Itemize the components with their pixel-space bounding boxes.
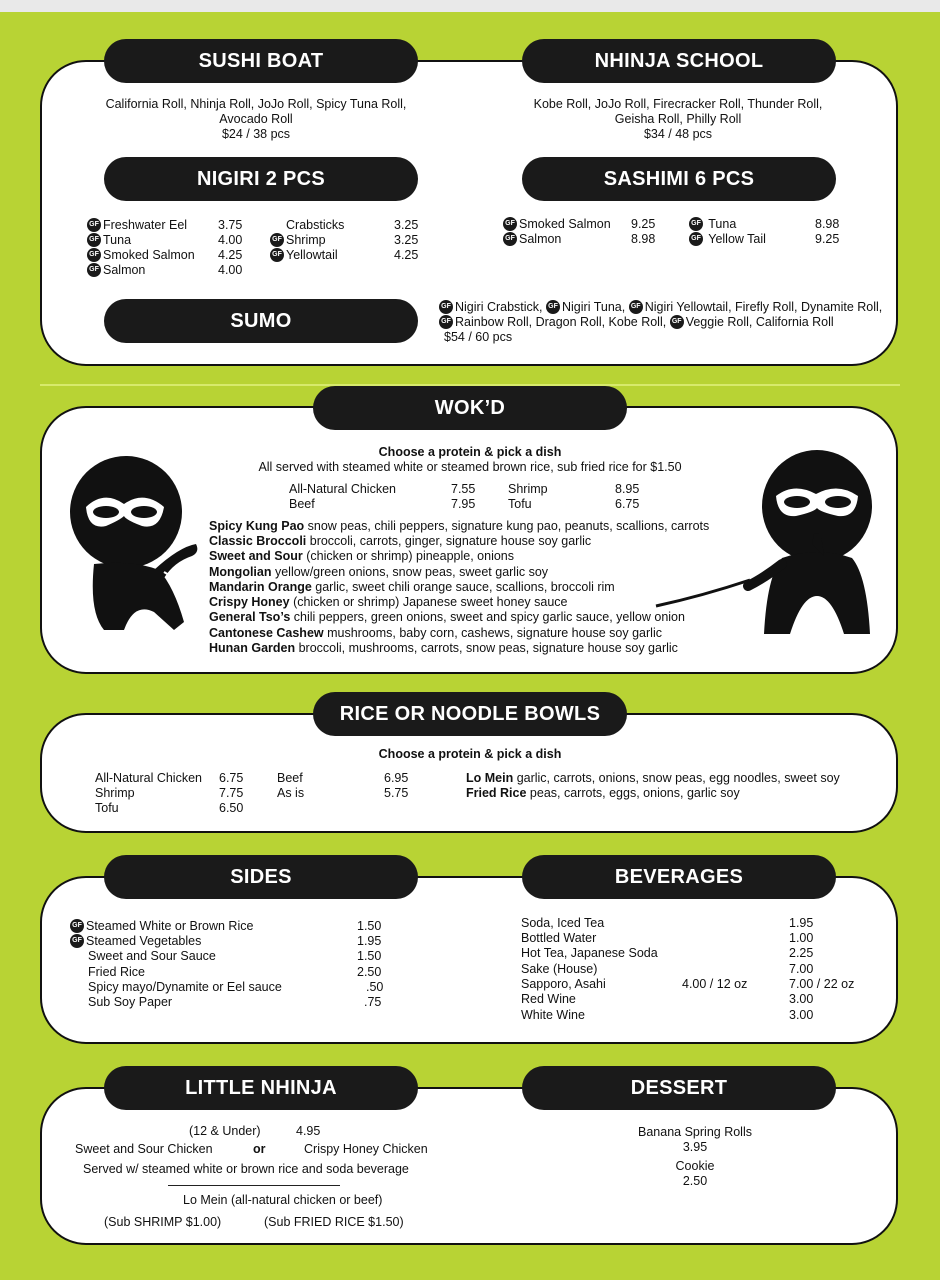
gf-badge-icon: GF — [629, 300, 643, 314]
bowls-protein: As is — [277, 786, 305, 800]
nigiri-price: 3.75 — [218, 218, 243, 232]
gf-badge-icon: GF — [87, 233, 101, 247]
bowls-protein: Shrimp — [95, 786, 135, 800]
sushi-boat-price: $24 / 38 pcs — [221, 127, 291, 141]
beverage-item: Bottled Water — [521, 931, 597, 945]
gf-badge-icon: GF — [503, 217, 517, 231]
gf-badge-icon: GF — [503, 232, 517, 246]
beverage-item: Soda, Iced Tea — [521, 916, 605, 930]
bowls-protein: Beef — [277, 771, 303, 785]
side-item: Sub Soy Paper — [88, 995, 173, 1009]
nigiri-item: GF Smoked Salmon — [87, 248, 195, 263]
wokd-dish: Crispy Honey (chicken or shrimp) Japanese sweet honey sauce — [209, 595, 568, 609]
wokd-heading: Choose a protein & pick a dish — [378, 445, 562, 459]
side-item: Fried Rice — [88, 965, 145, 979]
nigiri-title: NIGIRI 2 PCS — [104, 157, 418, 201]
beverage-price: 2.25 — [789, 946, 814, 960]
dessert-item: Cookie — [675, 1159, 715, 1173]
nigiri-item: GF Salmon — [87, 263, 145, 278]
nhinja-school-title: NHINJA SCHOOL — [522, 39, 836, 83]
gf-badge-icon: GF — [689, 232, 703, 246]
beverage-price: 3.00 — [789, 992, 814, 1006]
side-price: 1.50 — [357, 949, 382, 963]
bowls-protein-price: 6.50 — [219, 801, 244, 815]
beverage-item: White Wine — [521, 1008, 585, 1022]
beverage-item: Hot Tea, Japanese Soda — [521, 946, 658, 960]
kids-lomein: Lo Mein (all-natural chicken or beef) — [183, 1193, 383, 1207]
gf-badge-icon: GF — [87, 248, 101, 262]
sashimi-item: GF Tuna — [689, 217, 736, 232]
gf-badge-icon: GF — [439, 300, 453, 314]
wokd-dish: General Tso’s chili peppers, green onions, sweet and spicy garlic sauce, yellow onion — [209, 610, 685, 624]
wokd-dish: Hunan Garden broccoli, mushrooms, carrots, snow peas, signature house soy garlic — [209, 641, 678, 655]
sashimi-title: SASHIMI 6 PCS — [522, 157, 836, 201]
sashimi-price: 9.25 — [631, 217, 656, 231]
beverage-item: Sake (House) — [521, 962, 598, 976]
kids-sub: (Sub FRIED RICE $1.50) — [264, 1215, 404, 1229]
beverage-price: 3.00 — [789, 1008, 814, 1022]
kids-divider — [168, 1185, 340, 1186]
bowls-protein-price: 7.75 — [219, 786, 244, 800]
sashimi-item: GF Yellow Tail — [689, 232, 766, 247]
bowls-protein: All-Natural Chicken — [95, 771, 202, 785]
kids-option: Sweet and Sour Chicken — [75, 1142, 213, 1156]
sushi-boat-line1: California Roll, Nhinja Roll, JoJo Roll, Spicy Tuna Roll, — [105, 97, 407, 111]
beverage-price: 1.00 — [789, 931, 814, 945]
wokd-title: WOK’D — [313, 386, 627, 430]
gf-badge-icon: GF — [87, 218, 101, 232]
kids-served: Served w/ steamed white or brown rice and soda beverage — [83, 1162, 409, 1176]
wokd-protein-price: 7.55 — [451, 482, 476, 496]
kids-price: 4.95 — [296, 1124, 321, 1138]
nigiri-item: GF Shrimp — [270, 233, 326, 248]
bowls-protein-price: 6.95 — [384, 771, 409, 785]
bowls-protein: Tofu — [95, 801, 119, 815]
wokd-dish: Mongolian yellow/green onions, snow peas, sweet garlic soy — [209, 565, 549, 579]
wokd-dish: Cantonese Cashew mushrooms, baby corn, cashews, signature house soy garlic — [209, 626, 662, 640]
beverage-small-price: 4.00 / 12 oz — [682, 977, 748, 991]
side-item: Spicy mayo/Dynamite or Eel sauce — [88, 980, 282, 994]
bowls-dish: Fried Rice peas, carrots, eggs, onions, garlic soy — [466, 786, 740, 800]
nhinja-school-line2: Geisha Roll, Philly Roll — [614, 112, 742, 126]
wokd-dish: Classic Broccoli broccoli, carrots, ginger, signature house soy garlic — [209, 534, 592, 548]
sashimi-item: GF Salmon — [503, 232, 561, 247]
kids-or: or — [253, 1142, 266, 1156]
wokd-dish: Spicy Kung Pao snow peas, chili peppers, signature kung pao, peanuts, scallions, carrots — [209, 519, 710, 533]
nhinja-school-line1: Kobe Roll, JoJo Roll, Firecracker Roll, Thunder Roll, — [533, 97, 823, 111]
wokd-protein: Beef — [289, 497, 315, 511]
top-edge — [0, 0, 940, 12]
wokd-dish: Mandarin Orange garlic, sweet chili orange sauce, scallions, broccoli rim — [209, 580, 615, 594]
dessert-price: 2.50 — [682, 1174, 708, 1188]
nigiri-item: GF Freshwater Eel — [87, 218, 187, 233]
gf-badge-icon: GF — [270, 233, 284, 247]
sashimi-price: 8.98 — [631, 232, 656, 246]
beverage-price: 7.00 / 22 oz — [789, 977, 855, 991]
gf-badge-icon: GF — [70, 919, 84, 933]
sumo-line1: GF Nigiri Crabstick, GF Nigiri Tuna, GF Nigiri Yellowtail, Firefly Roll, Dynamite Roll, — [439, 300, 882, 315]
kids-age: (12 & Under) — [189, 1124, 261, 1138]
gf-badge-icon: GF — [87, 263, 101, 277]
dessert-item: Banana Spring Rolls — [638, 1125, 752, 1139]
sushi-boat-title: SUSHI BOAT — [104, 39, 418, 83]
wokd-subheading: All served with steamed white or steamed brown rice, sub fried rice for $1.50 — [258, 460, 682, 474]
nigiri-price: 4.00 — [218, 263, 243, 277]
nigiri-price: 3.25 — [394, 233, 419, 247]
sushi-boat-line2: Avocado Roll — [219, 112, 293, 126]
beverage-item: Red Wine — [521, 992, 576, 1006]
side-price: 1.50 — [357, 919, 382, 933]
kids-sub: (Sub SHRIMP $1.00) — [104, 1215, 222, 1229]
beverage-price: 1.95 — [789, 916, 814, 930]
kids-option: Crispy Honey Chicken — [304, 1142, 428, 1156]
gf-badge-icon: GF — [689, 217, 703, 231]
sumo-line2: GF Rainbow Roll, Dragon Roll, Kobe Roll, GF Veggie Roll, California Roll — [439, 315, 834, 330]
beverage-item: Sapporo, Asahi — [521, 977, 606, 991]
wokd-protein-price: 8.95 — [615, 482, 640, 496]
ninja-right-icon — [652, 446, 892, 636]
wokd-protein: All-Natural Chicken — [289, 482, 396, 496]
side-price: .75 — [364, 995, 382, 1009]
little-nhinja-title: LITTLE NHINJA — [104, 1066, 418, 1110]
nigiri-item: GF Tuna — [87, 233, 131, 248]
beverage-price: 7.00 — [789, 962, 814, 976]
gf-badge-icon: GF — [70, 934, 84, 948]
dessert-title: DESSERT — [522, 1066, 836, 1110]
nigiri-item: GF Yellowtail — [270, 248, 338, 263]
sides-title: SIDES — [104, 855, 418, 899]
gf-badge-icon: GF — [270, 248, 284, 262]
nigiri-item: Crabsticks — [286, 218, 345, 232]
side-item: Sweet and Sour Sauce — [88, 949, 216, 963]
sashimi-price: 8.98 — [815, 217, 840, 231]
sashimi-price: 9.25 — [815, 232, 840, 246]
side-price: 2.50 — [357, 965, 382, 979]
bowls-dish: Lo Mein garlic, carrots, onions, snow peas, egg noodles, sweet soy — [466, 771, 840, 785]
sashimi-item: GF Smoked Salmon — [503, 217, 611, 232]
gf-badge-icon: GF — [670, 315, 684, 329]
sumo-price: $54 / 60 pcs — [444, 330, 513, 344]
wokd-dish: Sweet and Sour (chicken or shrimp) pineapple, onions — [209, 549, 514, 563]
bowls-heading: Choose a protein & pick a dish — [378, 747, 562, 761]
wokd-protein: Tofu — [508, 497, 532, 511]
nigiri-price: 3.25 — [394, 218, 419, 232]
side-price: 1.95 — [357, 934, 382, 948]
side-item: GF Steamed White or Brown Rice — [70, 919, 253, 934]
dessert-price: 3.95 — [682, 1140, 708, 1154]
nigiri-price: 4.00 — [218, 233, 243, 247]
wokd-protein-price: 7.95 — [451, 497, 476, 511]
gf-badge-icon: GF — [439, 315, 453, 329]
bowls-title: RICE OR NOODLE BOWLS — [313, 692, 627, 736]
beverages-title: BEVERAGES — [522, 855, 836, 899]
side-price: .50 — [366, 980, 384, 994]
bowls-protein-price: 5.75 — [384, 786, 409, 800]
side-item: GF Steamed Vegetables — [70, 934, 201, 949]
sumo-title: SUMO — [104, 299, 418, 343]
ninja-left-icon — [64, 452, 204, 637]
bowls-protein-price: 6.75 — [219, 771, 244, 785]
nigiri-price: 4.25 — [218, 248, 243, 262]
gf-badge-icon: GF — [546, 300, 560, 314]
wokd-protein: Shrimp — [508, 482, 548, 496]
nigiri-price: 4.25 — [394, 248, 419, 262]
wokd-protein-price: 6.75 — [615, 497, 640, 511]
nhinja-school-price: $34 / 48 pcs — [643, 127, 713, 141]
